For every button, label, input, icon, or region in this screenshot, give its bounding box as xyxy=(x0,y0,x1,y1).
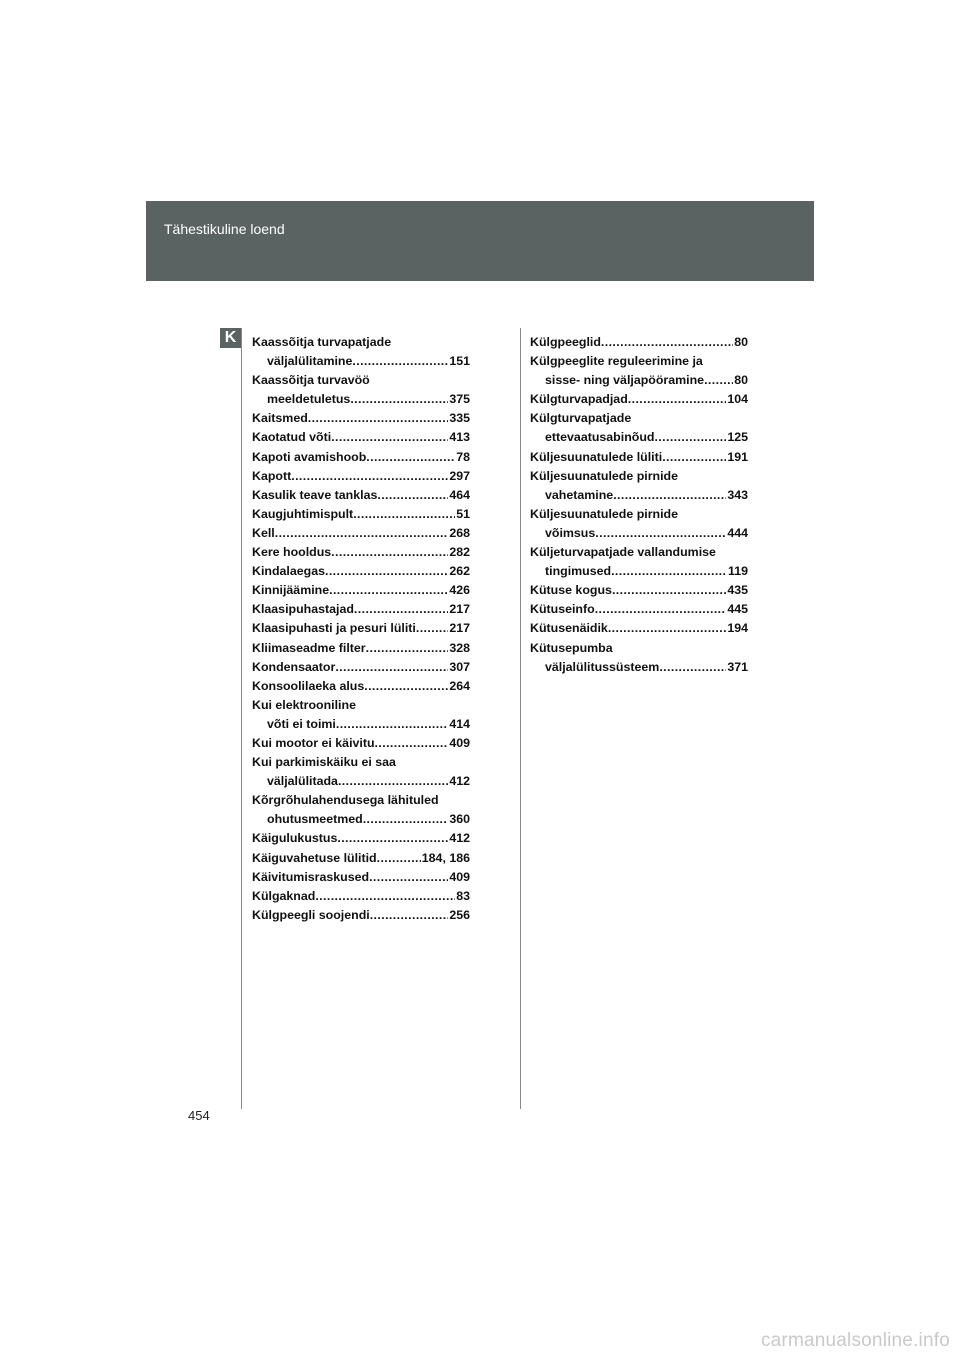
index-entry-line xyxy=(252,333,470,352)
index-entry-page: 328 xyxy=(449,640,470,655)
index-entry-line xyxy=(252,906,470,925)
index-entry-text: väljalülitussüsteem xyxy=(545,659,660,674)
index-entry-line xyxy=(252,887,470,906)
index-entry-line xyxy=(252,734,470,753)
index-entry-page: 184, 186 xyxy=(421,850,470,865)
dot-leader xyxy=(628,390,727,409)
index-entry-text: Kinnijäämine xyxy=(252,583,330,598)
index-entry-text: Kindalaegas xyxy=(252,564,325,579)
index-entry xyxy=(530,333,748,352)
section-letter-tab: K xyxy=(220,328,241,348)
dot-leader xyxy=(595,524,726,543)
index-entry-line xyxy=(530,428,748,447)
index-entry-page: 375 xyxy=(449,392,470,407)
index-entry-page: 217 xyxy=(449,602,470,617)
index-entry-line xyxy=(252,791,470,810)
dot-leader xyxy=(662,448,726,467)
index-entry-page: 409 xyxy=(449,735,470,750)
index-entry-page: 444 xyxy=(727,525,748,540)
dot-leader xyxy=(377,849,421,868)
index-entry xyxy=(252,696,470,734)
index-entry-text: Kere hooldus xyxy=(252,545,332,560)
index-entry xyxy=(252,658,470,677)
index-entry-line xyxy=(530,448,748,467)
index-entry xyxy=(252,887,470,906)
index-entry xyxy=(530,619,748,638)
index-entry xyxy=(252,371,470,409)
index-entry-line xyxy=(530,409,748,428)
index-entry xyxy=(252,467,470,486)
index-entry-page: 409 xyxy=(449,869,470,884)
index-entry-page: 445 xyxy=(727,602,748,617)
index-entry-line xyxy=(252,696,470,715)
index-entry-line xyxy=(530,390,748,409)
index-entry-line xyxy=(252,543,470,562)
index-entry-line xyxy=(530,371,748,390)
index-entry-line xyxy=(530,505,748,524)
index-entry-text: Külgpeeglid xyxy=(530,335,601,349)
index-entry xyxy=(252,562,470,581)
index-entry-page: 412 xyxy=(449,831,470,846)
index-column-right xyxy=(530,333,748,677)
index-entry-text: Küljesuunatulede pirnide xyxy=(530,468,679,483)
index-entry xyxy=(252,600,470,619)
index-entry-page: 194 xyxy=(727,621,748,636)
index-entry-page: 335 xyxy=(449,411,470,426)
index-entry xyxy=(252,524,470,543)
index-entry-page: 80 xyxy=(734,373,748,388)
dot-leader xyxy=(335,658,448,677)
index-entry-page: 78 xyxy=(456,449,470,464)
page-number: 454 xyxy=(188,1108,210,1123)
index-entry-line xyxy=(252,619,470,638)
dot-leader xyxy=(595,600,727,619)
index-entry xyxy=(252,829,470,848)
index-entry-line xyxy=(252,849,470,868)
index-column-left xyxy=(252,333,470,925)
index-entry-text: Kliimaseadme filter xyxy=(252,640,366,655)
dot-leader xyxy=(611,562,727,581)
index-entry xyxy=(530,409,748,447)
page-title: Tähestikuline loend xyxy=(164,221,285,237)
index-entry-page: 360 xyxy=(449,812,470,827)
index-entry xyxy=(530,467,748,505)
index-entry-text: ettevaatusabinõud xyxy=(545,430,655,445)
index-entry-text: Kaotatud võti xyxy=(252,430,332,445)
index-entry-text: Kui parkimiskäiku ei saa xyxy=(252,755,396,770)
index-entry xyxy=(252,428,470,447)
index-entry-line xyxy=(530,639,748,658)
dot-leader xyxy=(352,352,448,371)
dot-leader xyxy=(331,543,448,562)
index-entry-text: võimsus xyxy=(545,525,596,540)
index-entry xyxy=(252,677,470,696)
index-entry-page: 343 xyxy=(727,487,748,502)
index-entry-line xyxy=(530,543,748,562)
index-entry-line xyxy=(252,448,470,467)
index-entry-line xyxy=(252,868,470,887)
index-entry-text: ohutusmeetmed xyxy=(267,812,363,827)
dot-leader xyxy=(366,448,455,467)
index-entry-text: Kõrgrõhulahendusega lähituled xyxy=(252,793,439,808)
index-entry-line xyxy=(252,352,470,371)
dot-leader xyxy=(291,467,448,486)
dot-leader xyxy=(337,829,448,848)
dot-leader xyxy=(331,428,448,447)
index-entry-text: Külgturvapadjad xyxy=(530,392,628,407)
index-entry-text: Külgpeegli soojendi xyxy=(252,907,370,922)
index-entry-page: 191 xyxy=(727,449,748,464)
index-entry-text: võti ei toimi xyxy=(267,716,336,731)
index-entry-text: Klaasipuhastajad xyxy=(252,602,354,617)
index-entry-line xyxy=(530,467,748,486)
index-entry-line xyxy=(530,352,748,371)
dot-leader xyxy=(613,486,726,505)
index-entry-text: Kütuse kogus xyxy=(530,583,612,598)
index-entry-text: Kaassõitja turvavöö xyxy=(252,373,370,388)
index-entry xyxy=(530,352,748,390)
index-entry-line xyxy=(252,486,470,505)
index-entry-text: vahetamine xyxy=(545,487,614,502)
index-entry-page: 83 xyxy=(456,888,470,903)
index-entry-text: Küljesuunatulede pirnide xyxy=(530,506,679,521)
dot-leader xyxy=(315,887,455,906)
index-entry-line xyxy=(252,810,470,829)
index-entry xyxy=(530,600,748,619)
index-entry xyxy=(252,619,470,638)
index-entry-page: 119 xyxy=(728,564,748,579)
index-entry-page: 282 xyxy=(449,545,470,560)
index-entry-line xyxy=(530,619,748,638)
index-entry xyxy=(252,639,470,658)
dot-leader xyxy=(375,734,449,753)
index-entry-page: 151 xyxy=(449,354,470,369)
dot-leader xyxy=(601,333,733,352)
watermark: carmanualsonline.info xyxy=(760,1330,950,1351)
dot-leader xyxy=(654,428,726,447)
index-entry-page: 125 xyxy=(727,430,748,445)
index-entry-line xyxy=(252,581,470,600)
index-entry xyxy=(252,543,470,562)
index-entry-text: Kui elektrooniline xyxy=(252,697,356,712)
index-entry-page: 307 xyxy=(449,659,470,674)
index-entry xyxy=(252,791,470,829)
index-entry-text: Küljeturvapatjade vallandumise xyxy=(530,545,716,560)
index-entry-page: 104 xyxy=(727,392,748,407)
index-entry xyxy=(530,543,748,581)
index-entry-line xyxy=(530,581,748,600)
index-entry-text: Küljesuunatulede lüliti xyxy=(530,449,663,464)
dot-leader xyxy=(608,619,727,638)
index-entry-page: 264 xyxy=(449,678,470,693)
index-entry-text: Kütusepumba xyxy=(530,640,613,655)
index-entry-page: 256 xyxy=(449,907,470,922)
index-entry-line xyxy=(252,467,470,486)
dot-leader xyxy=(354,600,448,619)
index-entry-page: 371 xyxy=(727,659,748,674)
index-entry-page: 80 xyxy=(734,335,748,349)
index-entry-page: 435 xyxy=(727,583,748,598)
dot-leader xyxy=(363,810,449,829)
index-entry-text: Kaitsmed xyxy=(252,411,308,426)
index-entry-text: Kaugjuhtimispult xyxy=(252,506,354,521)
index-entry-text: Kui mootor ei käivitu xyxy=(252,735,375,750)
index-entry-line xyxy=(252,829,470,848)
index-entry-line xyxy=(252,524,470,543)
index-entry-line xyxy=(252,600,470,619)
index-entry xyxy=(252,333,470,371)
index-entry-page: 464 xyxy=(449,487,470,502)
index-entry-text: Kütuseinfo xyxy=(530,602,595,617)
index-entry-line xyxy=(252,371,470,390)
index-entry-page: 51 xyxy=(456,506,470,521)
index-entry-line xyxy=(252,428,470,447)
dot-leader xyxy=(366,639,449,658)
index-entry xyxy=(252,409,470,428)
index-entry-line xyxy=(252,677,470,696)
index-entry-page: 426 xyxy=(449,583,470,598)
index-entry-line xyxy=(530,333,748,352)
index-entry-line xyxy=(252,658,470,677)
index-entry-text: Kondensaator xyxy=(252,659,336,674)
index-entry-line xyxy=(530,562,748,581)
dot-leader xyxy=(364,677,448,696)
index-entry-text: Külgturvapatjade xyxy=(530,411,632,426)
index-entry xyxy=(252,486,470,505)
index-entry xyxy=(530,448,748,467)
dot-leader xyxy=(369,868,448,887)
dot-leader xyxy=(416,619,448,638)
index-entry xyxy=(530,581,748,600)
header-band xyxy=(146,201,814,281)
index-entry-line xyxy=(530,486,748,505)
index-entry xyxy=(530,639,748,677)
index-entry-line xyxy=(252,772,470,791)
index-entry xyxy=(252,505,470,524)
dot-leader xyxy=(329,581,448,600)
index-entry-page: 268 xyxy=(449,525,470,540)
index-entry-text: Külgpeeglite reguleerimine ja xyxy=(530,354,703,369)
index-entry-text: Kapott xyxy=(252,468,292,483)
index-entry-page: 297 xyxy=(449,468,470,483)
dot-leader xyxy=(325,562,448,581)
dot-leader xyxy=(336,715,448,734)
index-entry-text: Käivitumisraskused xyxy=(252,869,370,884)
index-entry-text: Külgaknad xyxy=(252,888,316,903)
index-entry xyxy=(252,448,470,467)
dot-leader xyxy=(308,409,449,428)
index-entry-page: 413 xyxy=(449,430,470,445)
index-entry-text: Kasulik teave tanklas xyxy=(252,487,378,502)
index-entry-text: väljalülitada xyxy=(267,774,338,789)
index-entry-line xyxy=(252,505,470,524)
index-entry-page: 262 xyxy=(449,564,470,579)
index-entry-page: 412 xyxy=(449,774,470,789)
dot-leader xyxy=(704,371,733,390)
index-entry-line xyxy=(530,524,748,543)
index-entry xyxy=(530,390,748,409)
dot-leader xyxy=(659,658,726,677)
index-entry-line xyxy=(252,639,470,658)
index-entry xyxy=(252,849,470,868)
dot-leader xyxy=(377,486,448,505)
index-entry-text: Kaassõitja turvapatjade xyxy=(252,335,392,349)
index-entry-text: sisse- ning väljapööramine xyxy=(545,373,705,388)
index-entry xyxy=(252,581,470,600)
dot-leader xyxy=(370,906,449,925)
dot-leader xyxy=(275,524,449,543)
index-entry-text: Kapoti avamishoob xyxy=(252,449,367,464)
index-entry-line xyxy=(252,753,470,772)
index-entry-line xyxy=(530,658,748,677)
dot-leader xyxy=(353,505,455,524)
column-divider-middle xyxy=(520,328,521,1109)
index-entry xyxy=(252,906,470,925)
index-entry-line xyxy=(252,715,470,734)
index-entry xyxy=(530,505,748,543)
index-entry-line xyxy=(252,409,470,428)
index-entry xyxy=(252,734,470,753)
index-entry-text: tingimused xyxy=(545,564,612,579)
index-entry xyxy=(252,868,470,887)
index-entry-text: Klaasipuhasti ja pesuri lüliti xyxy=(252,621,416,636)
index-entry-page: 414 xyxy=(449,716,470,731)
index-entry-line xyxy=(252,562,470,581)
dot-leader xyxy=(338,772,448,791)
index-entry-text: meeldetuletus xyxy=(267,392,351,407)
column-divider-left xyxy=(241,328,242,1109)
index-entry-text: väljalülitamine xyxy=(267,354,353,369)
index-entry-text: Konsoolilaeka alus xyxy=(252,678,365,693)
index-entry-text: Kütusenäidik xyxy=(530,621,608,636)
index-entry xyxy=(252,753,470,791)
dot-leader xyxy=(350,390,448,409)
dot-leader xyxy=(612,581,726,600)
index-entry-text: Kell xyxy=(252,525,275,540)
index-entry-text: Käigulukustus xyxy=(252,831,338,846)
index-entry-text: Käiguvahetuse lülitid xyxy=(252,850,377,865)
index-entry-line xyxy=(530,600,748,619)
index-entry-page: 217 xyxy=(449,621,470,636)
index-entry-line xyxy=(252,390,470,409)
